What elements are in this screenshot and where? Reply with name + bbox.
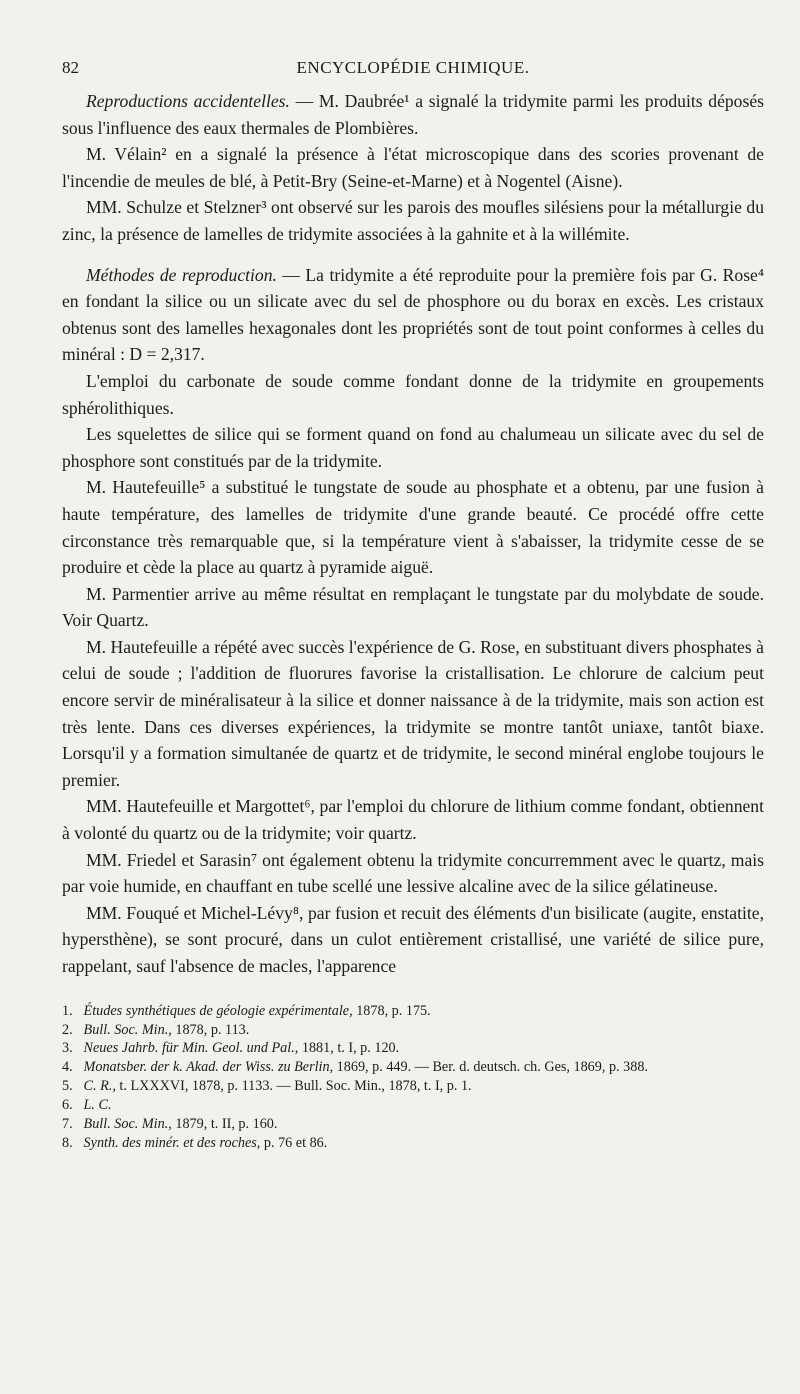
paragraph [62,847,764,900]
section-heading: Méthodes de reproduction. [86,264,277,285]
footnote-details: 1878, p. 175. [352,1002,431,1019]
footnote-number: 2. [62,1021,73,1038]
page-number: 82 [62,58,79,77]
footnote [62,1002,764,1021]
footnote-number: 5. [62,1078,73,1095]
paragraph [62,634,764,794]
footnote-number: 6. [62,1097,73,1114]
paragraph [62,194,764,247]
paragraph [62,793,764,846]
footnote-reference: C. R., [80,1078,116,1095]
footnote-number: 4. [62,1059,73,1076]
footnote [62,1058,764,1077]
paragraph-text: MM. Schulze et Stelzner³ ont observé sur les parois des moufles silésiens pour la métallurgie du zinc, la présence de lamelles de tridymite associées à la gahnite et à la willémite. [62,197,764,244]
paragraph [62,88,764,141]
footnote [62,1039,764,1058]
section-gap [62,248,764,262]
footnote [62,1096,764,1115]
footnote-details: 1879, t. II, p. 160. [171,1116,278,1133]
paragraph-text: — M. Daubrée¹ a signalé la tridymite parmi les produits déposés sous l'influence des eaux thermales de Plombières. [62,91,764,138]
body-text [62,88,764,980]
footnote-number: 3. [62,1040,73,1057]
footnote-number: 8. [62,1134,73,1151]
paragraph-text: M. Vélain² en a signalé la présence à l'état microscopique dans des scories provenant de l'incendie de meules de blé, à Petit-Bry (Seine-et-Marne) et à Nogentel (Aisne). [62,144,764,191]
paragraph [62,581,764,634]
paragraph-text: M. Hautefeuille⁵ a substitué le tungstate de soude au phosphate et a obtenu, par une fusion à haute température, des lamelles de tridymite d'une grande beauté. Ce procédé offre cette circonstance très remarquable que, si la température vient à s'abaisser, la tridymite cesse de se produire et cède la place au quartz à pyramide aiguë. [62,477,764,578]
paragraph-text: MM. Fouqué et Michel-Lévy⁸, par fusion et recuit des éléments d'un bisilicate (augite, enstatite, hypersthène), se sont procuré, dans un culot entièrement cristallisé, une variété de silice pure, rappelant, sauf l'absence de macles, l'apparence [62,902,764,976]
footnote-details: 1881, t. I, p. 120. [298,1040,400,1057]
paragraph [62,141,764,194]
footnote-details: t. LXXXVI, 1878, p. 1133. — Bull. Soc. Min., 1878, t. I, p. 1. [115,1078,472,1095]
paragraph [62,900,764,980]
footnote [62,1115,764,1134]
paragraph-text: — La tridymite a été reproduite pour la première fois par G. Rose⁴ en fondant la silice ou un silicate avec du sel de phosphore ou du borax en excès. Les cristaux obtenus sont des lamelles hexagonales dont les propriétés sont de tout point conformes à celles du minéral : D = 2,317. [62,264,764,365]
section-heading: Reproductions accidentelles. [86,91,290,111]
paragraph [62,421,764,474]
footnote-details: 1878, p. 113. [171,1021,250,1038]
footnote-reference: L. C. [80,1097,112,1114]
footnote-reference: Synth. des minér. et des roches, [80,1134,261,1151]
paragraph [62,262,764,368]
footnote-reference: Bull. Soc. Min., [80,1116,172,1133]
footnote-details: p. 76 et 86. [260,1134,328,1151]
paragraph-text: MM. Hautefeuille et Margottet⁶, par l'emploi du chlorure de lithium comme fondant, obtiennent à volonté du quartz ou de la tridymite; voir quartz. [62,796,764,844]
footnote-reference: Études synthétiques de géologie expérimentale, [80,1002,353,1019]
footnote-number: 1. [62,1002,73,1019]
footnote [62,1021,764,1040]
paragraph-text: Les squelettes de silice qui se forment quand on fond au chalumeau un silicate avec du sel de phosphore sont constitués par de la tridymite. [62,424,764,471]
footnote-number: 7. [62,1116,73,1133]
footnotes [62,1002,764,1153]
footnote [62,1134,764,1153]
running-head: ENCYCLOPÉDIE CHIMIQUE. [296,58,530,77]
paragraph [62,474,764,580]
footnote-reference: Monatsber. der k. Akad. der Wiss. zu Berlin, [80,1059,334,1076]
paragraph-text: MM. Friedel et Sarasin⁷ ont également obtenu la tridymite concurremment avec le quartz, mais par voie humide, en chauffant en tube scellé une lessive alcaline avec de la silice gélatineuse. [62,849,764,897]
paragraph-text: L'emploi du carbonate de soude comme fondant donne de la tridymite en groupements sphérolithiques. [62,370,764,418]
page-header [62,52,764,88]
paragraph [62,368,764,421]
footnote-reference: Bull. Soc. Min., [80,1021,172,1038]
paragraph-text: M. Hautefeuille a répété avec succès l'expérience de G. Rose, en substituant divers phosphates à celui de soude ; l'addition de fluorures favorise la cristallisation. Le chlorure de calcium peut encore servir de minéralisateur à la silice et donner naissance à de la tridymite, mais son action est très lente. Dans ces diverses expériences, la tridymite se montre tantôt uniaxe, tantôt biaxe. Lorsqu'il y a formation simultanée de quartz et de tridymite, le second minéral englobe toujours le premier. [62,636,764,790]
footnote-details: 1869, p. 449. — Ber. d. deutsch. ch. Ges, 1869, p. 388. [333,1059,648,1076]
paragraph-text: M. Parmentier arrive au même résultat en remplaçant le tungstate par du molybdate de soude. Voir Quartz. [62,583,764,631]
footnote-reference: Neues Jahrb. für Min. Geol. und Pal., [80,1040,299,1057]
footnote [62,1077,764,1096]
